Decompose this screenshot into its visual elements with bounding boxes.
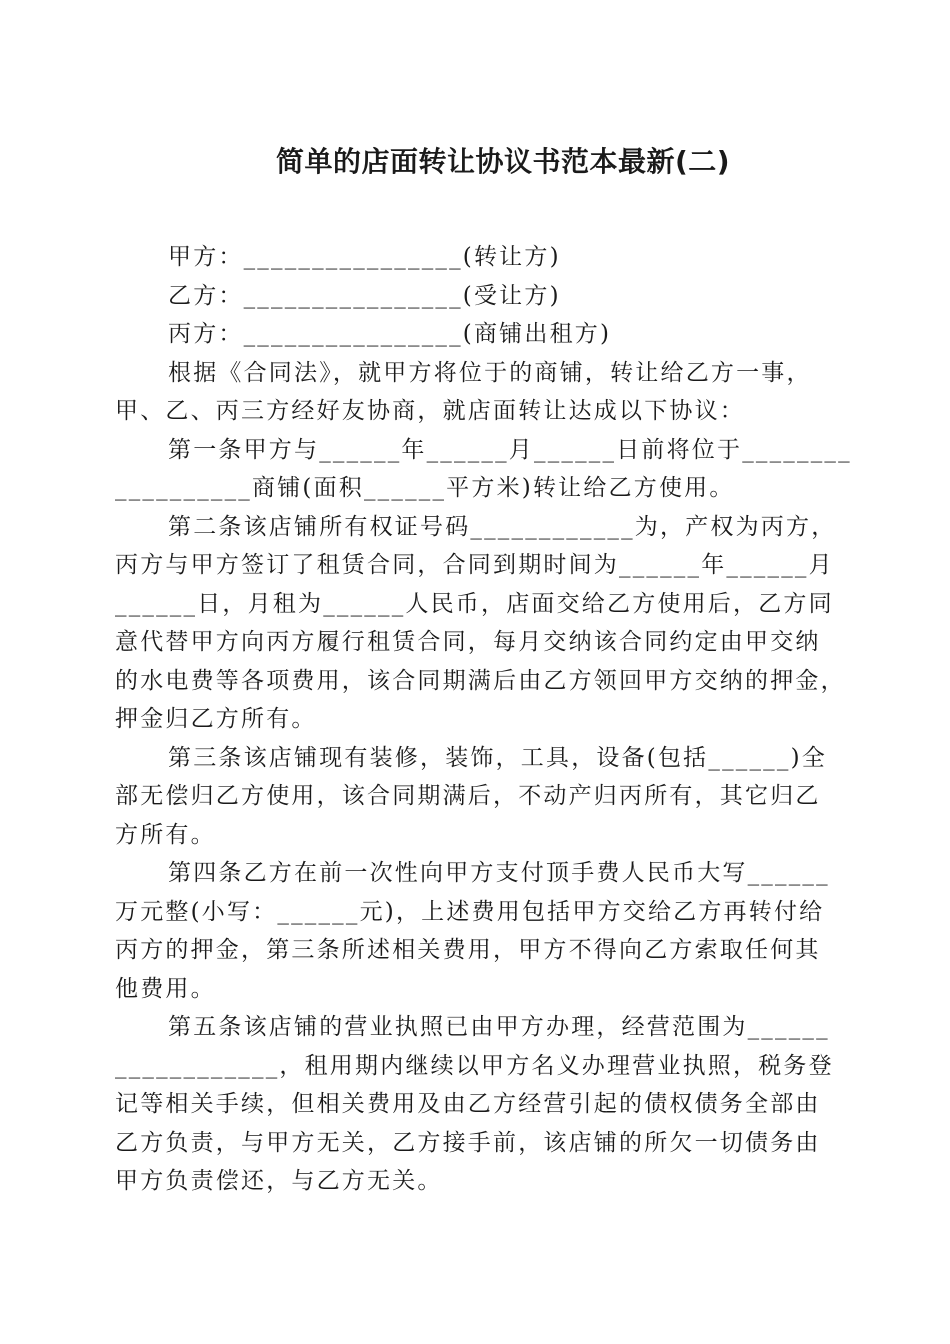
text-line: 乙方：________________(受让方) [168,282,561,309]
text-line: 甲、乙、丙三方经好友协商，就店面转让达成以下协议： [115,398,745,424]
text-line: 方所有。 [115,821,216,848]
text-line: 甲方负责偿还，与乙方无关。 [115,1168,443,1194]
text-line: 丙方：________________(商铺出租方) [168,321,612,347]
text-line: 乙方负责，与甲方无关，乙方接手前，该店铺的所欠一切债务由 [115,1129,821,1156]
text-line: 丙方与甲方签订了租赁合同，合同到期时间为______年______月 [115,552,834,578]
text-line: __________商铺(面积______平方米)转让给乙方使用。 [115,475,735,501]
text-line: 第四条乙方在前一次性向甲方支付顶手费人民币大写______ [168,860,830,886]
document-body [115,238,852,1201]
text-line: 第三条该店铺现有装修，装饰，工具，设备(包括______)全 [168,744,827,771]
text-line: 押金归乙方所有。 [115,706,317,732]
text-line: 万元整(小写：______元)，上述费用包括甲方交给乙方再转付给 [115,898,825,925]
text-line: 甲方：________________(转让方) [168,244,561,270]
text-line: 第二条该店铺所有权证号码____________为，产权为丙方， [168,513,837,540]
text-line: 部无偿归乙方使用，该合同期满后，不动产归丙所有，其它归乙 [115,783,821,809]
text-line: ______日，月租为______人民币，店面交给乙方使用后，乙方同 [115,590,834,617]
text-line: 根据《合同法》，就甲方将位于的商铺，转让给乙方一事， [168,359,812,386]
text-line: 第五条该店铺的营业执照已由甲方办理，经营范围为______ [168,1014,830,1040]
text-line: 的水电费等各项费用，该合同期满后由乙方领回甲方交纳的押金， [115,667,846,694]
text-line: 第一条甲方与______年______月______日前将位于________ [168,436,852,463]
text-line: 意代替甲方向丙方履行租赁合同，每月交纳该合同约定由甲交纳 [115,629,821,655]
text-line: 记等相关手续，但相关费用及由乙方经营引起的债权债务全部由 [115,1091,821,1117]
text-line: ____________，租用期内继续以甲方名义办理营业执照，税务登 [115,1052,834,1079]
text-line: 丙方的押金，第三条所述相关费用，甲方不得向乙方索取任何其 [115,937,821,963]
text-line: 他费用。 [115,975,216,1002]
document-title: 简单的店面转让协议书范本最新(二) [275,145,731,178]
